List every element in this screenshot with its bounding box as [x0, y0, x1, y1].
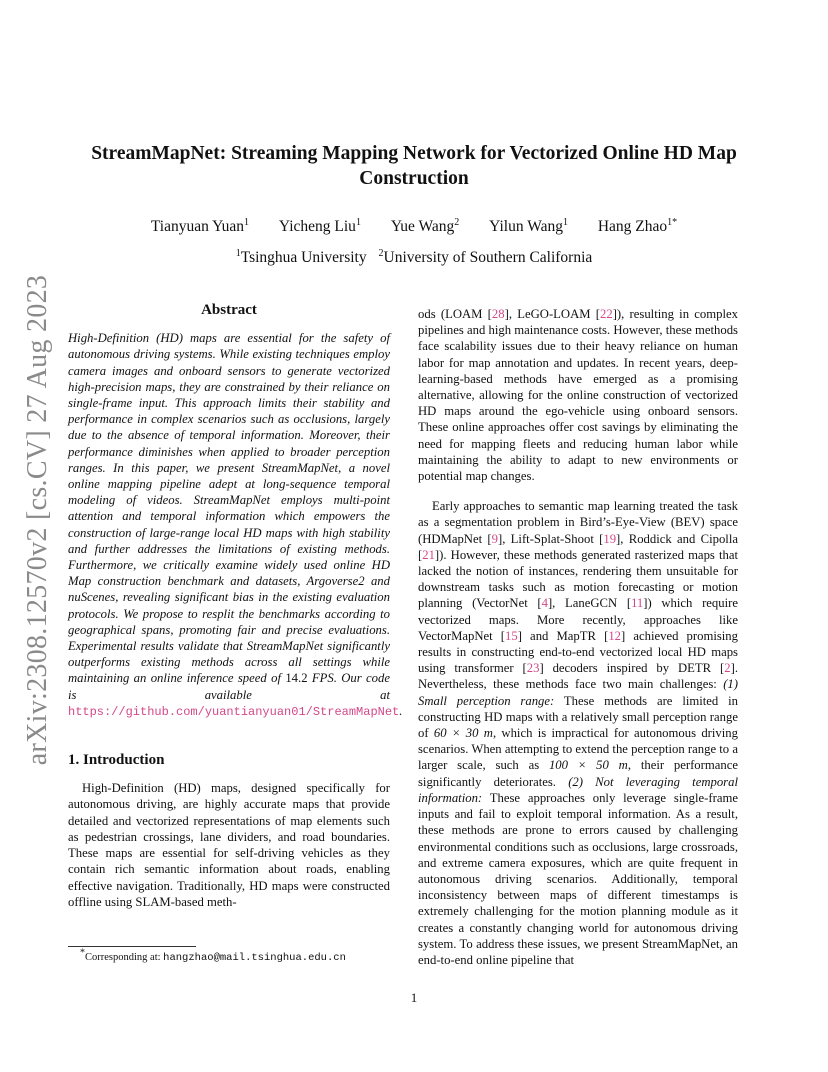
footnote: *Corresponding at: hangzhao@mail.tsinghua.edu.cn	[80, 947, 346, 964]
citation-link[interactable]: 23	[526, 661, 540, 676]
citation-link[interactable]: 15	[505, 628, 518, 643]
affiliation: $^2$University of Southern California	[378, 247, 593, 266]
code-link[interactable]: https://github.com/yuantianyuan01/StreamMapNet	[68, 704, 400, 719]
intro-paragraph: High-Definition (HD) maps, designed specifically for autonomous driving, are highly accurate maps that provide detailed and vectorized representations of map elements such as pedestrian crossings, lane dividers, and road boundaries. These maps are essential for self-driving vehicles as they contain rich semantic information about roads, enabling effective navigation. Traditionally, HD maps were constructed offline using SLAM-based meth-	[68, 781, 390, 909]
page-number: 1	[410, 990, 418, 1005]
citation-link[interactable]: 9	[491, 531, 498, 546]
citation-link[interactable]: 4	[541, 596, 548, 611]
abstract-heading: Abstract	[201, 302, 257, 318]
intro-paragraph: Early approaches to semantic map learning treated the task as a segmentation problem in Bird’s-Eye-View (BEV) space (HDMapNet [9], Lift-Splat-Shoot [19], Roddick and Cipolla [21]). However, these methods generated rasterized maps that lacked the notion of instances, rendering them unsuitable for downstream tasks such as motion forecasting or motion planning (VectorNet [4], LaneGCN [11]) which require vectorized maps. More recently, approaches like VectorMapNet [15] and MapTR [12] achieved promising results in constructing end-to-end vectorized local HD maps using transformer [23] decoders inspired by DETR [2]. Nevertheless, these methods face two main challenges: (1) Small perception range: These methods are limited in constructing HD maps with a relatively small perception range of 60 × 30 m, which is impractical for autonomous driving scenarios. When attempting to extend the perception range to a larger scale, such as 100 × 50 m, their performance significantly deteriorates. (2) Not leveraging temporal information: These approaches only leverage single-frame inputs and fail to exploit temporal information. As a result, these methods are prone to errors caused by challenging environmental conditions such as occlusions, large crossroads, and extreme camera exposures, which are quite frequent in autonomous driving scenarios. Additionally, temporal inconsistency between maps of different timestamps is extremely challenging for the motion planning module as it creates a constantly changing world for autonomous driving system. To address these issues, we present StreamMapNet, an end-to-end online pipeline that	[418, 499, 739, 967]
abstract-text: High-Definition (HD) maps are essential for the safety of autonomous driving systems. While existing techniques employ camera images and onboard sensors to generate vectorized high-precision maps, they are constrained by their reliance on single-frame input. This approach limits their stability and performance in complex scenarios such as occlusions, largely due to the absence of temporal information. Moreover, their performance diminishes when applied to broader perception ranges. In this paper, we present StreamMapNet, a novel online mapping pipeline adept at long-sequence temporal modeling of videos. StreamMapNet employs multi-point attention and temporal information which empowers the construction of large-range local HD maps with high stability and further addresses the limitations of existing methods. Furthermore, we critically examine widely used online HD Map construction benchmark and datasets, Argoverse2 and nuScenes, revealing significant bias in the existing evaluation protocols. We propose to resplit the benchmarks according to geographical spans, promoting fair and precise evaluations. Experimental results validate that StreamMapNet significantly outperforms existing methods across all settings while maintaining an online inference speed of 14.2 FPS. Our code is available at https://github.com/yuantianyuan01/StreamMapNet.	[68, 331, 403, 719]
author: Yicheng Liu$^1$	[278, 216, 361, 235]
citation-link[interactable]: 11	[631, 596, 644, 611]
citation-link[interactable]: 21	[422, 547, 435, 562]
paper-title: StreamMapNet: Streaming Mapping Network for Vectorized Online HD Map Construction	[91, 143, 737, 189]
author-list	[60, 218, 768, 236]
right-column	[418, 306, 738, 968]
intro-paragraph-continued: ods (LOAM [28], LeGO-LOAM [22]), resulting in complex pipelines and high maintenance costs. However, these methods face scalability issues due to their heavy reliance on human labor for map annotation and updates. In recent years, deep-learning-based methods have emerged as a promising alternative, allowing for the online construction of vectorized HD maps around the ego-vehicle using onboard sensors. These online approaches offer cost savings by eliminating the need for mapping fleets and reducing human labor while maintaining the ability to adapt to new environments or potential map changes.	[418, 307, 738, 484]
section-heading-introduction: 1. Introduction	[68, 752, 165, 769]
author: Tianyuan Yuan$^1$	[150, 216, 249, 235]
author: Hang Zhao$^{1*}$	[597, 216, 678, 235]
email-link[interactable]: hangzhao@mail.tsinghua.edu.cn	[163, 952, 346, 964]
citation-link[interactable]: 19	[603, 531, 617, 546]
arxiv-side-stamp: arXiv:2308.12570v2 [cs.CV] 27 Aug 2023	[22, 274, 53, 765]
left-column	[68, 302, 403, 910]
author: Yue Wang$^2$	[390, 216, 460, 235]
citation-link[interactable]: 12	[608, 628, 621, 643]
author: Yilun Wang$^1$	[489, 216, 568, 235]
affiliation: $^1$Tsinghua University	[235, 247, 367, 266]
affiliation-list	[60, 249, 768, 267]
citation-link[interactable]: 22	[600, 307, 613, 321]
citation-link[interactable]: 2	[724, 661, 731, 676]
footnote-divider	[68, 946, 196, 947]
citation-link[interactable]: 28	[491, 307, 505, 321]
